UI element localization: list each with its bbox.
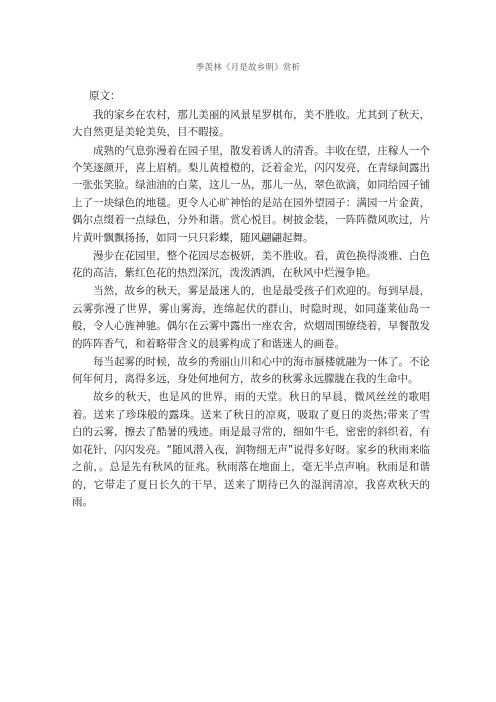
paragraph-6: 故乡的秋天，也是风的世界，雨的天堂。秋日的早晨，微风丝丝的歌唱着。送来了珍珠般的露珠。送来了秋日的凉爽，吸取了夏日的炎热;带来了雪白的云雾，擦去了酷暑的残迹。雨是最寻常的，细如牛毛，密密的斜织着，有如花针，闪闪发亮。“随风潜入夜，润物细无声”说得多好呀。家乡的秋雨来临之前，。总是先有秋风的征兆。秋雨落在地面上，毫无半点声响。秋雨是和谐的，它带走了夏日长久的干旱，送来了期待已久的湿润清凉，我喜欢秋天的雨。 bbox=[72, 391, 430, 508]
document-body bbox=[72, 107, 430, 512]
paragraph-2: 成熟的气息弥漫着在园子里，散发着诱人的清香。丰收在望，庄稼人一个个笑逐颜开，喜上眉梢。梨儿黄橙橙的，泛着金光，闪闪发亮，在青绿间露出一张张笑脸。绿油油的白菜，这儿一丛，那儿一丛，翠色欲滴，如同给园子铺上了一块绿色的地毯。更令人心旷神怡的是站在园外望园子：满园一片金黄，偶尔点缀着一点绿色，分外和谐。赏心悦目。树披金装，一阵阵微风吹过，片片黄叶飘飘扬扬，如同一只只彩蝶，随风翩翩起舞。 bbox=[72, 144, 430, 244]
document-title: 季羡林《月是故乡明》赏析 bbox=[195, 63, 301, 73]
paragraph-4: 当然，故乡的秋天，雾是最迷人的，也是最受孩子们欢迎的。每到早晨，云雾弥漫了世界，雾山雾海，连绵起伏的群山，时隐时现，如同蓬莱仙岛一般，令人心旌神驰。偶尔在云雾中露出一座农舍，炊烟周围缭绕着，早餐散发的阵阵香气，和着略带含义的晨雾构成了和谐迷人的画卷。 bbox=[72, 285, 430, 350]
paragraph-5: 每当起雾的时候，故乡的秀丽山川和心中的海市蜃楼就融为一体了。不论何年何月，离得多远，身处何地何方，故乡的秋雾永远朦胧在我的生命中。 bbox=[72, 355, 430, 386]
paragraph-3: 漫步在花园里，整个花园尽态极妍，美不胜收。看，黄色换得淡雅、白色花的高洁，紫红色花的热烈深沉，泼泼洒洒，在秋风中烂漫争艳。 bbox=[72, 249, 430, 280]
section-label: 原文： bbox=[89, 90, 121, 102]
paragraph-1: 我的家乡在农村，那儿美丽的风景星罗棋布，美不胜收。尤其到了秋天，大自然更是美轮美奂，目不暇接。 bbox=[72, 109, 430, 139]
